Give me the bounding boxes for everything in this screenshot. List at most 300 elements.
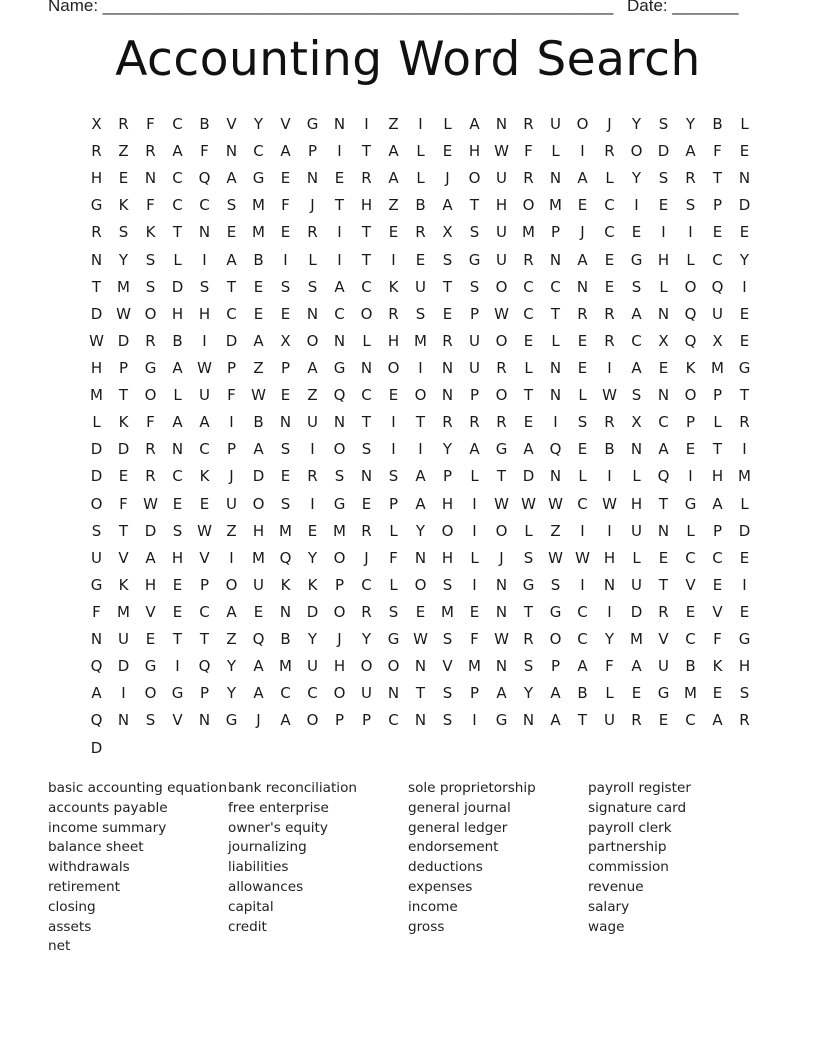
grid-letter: E [523, 331, 534, 350]
grid-letter: S [685, 196, 696, 215]
grid-letter: R [307, 467, 318, 486]
grid-letter: A [388, 169, 399, 188]
grid-letter: S [550, 575, 561, 594]
word-list-item: credit [228, 918, 267, 935]
grid-letter: O [576, 115, 589, 133]
grid-letter: L [686, 250, 695, 269]
grid-letter: O [684, 277, 697, 296]
grid-letter: Q [90, 657, 103, 676]
grid-letter: G [387, 630, 400, 649]
word-list-column [588, 779, 768, 957]
grid-letter: I [472, 575, 477, 594]
grid-letter: V [199, 548, 210, 567]
grid-letter: U [253, 575, 264, 594]
grid-letter: R [442, 331, 453, 350]
grid-letter: I [742, 277, 747, 296]
grid-letter: Q [90, 711, 103, 730]
grid-letter: I [742, 440, 747, 459]
grid-letter: N [441, 386, 454, 405]
grid-letter: N [549, 386, 562, 405]
grid-letter: I [418, 358, 423, 377]
grid-letter: E [415, 250, 426, 269]
grid-letter: R [361, 521, 372, 540]
grid-letter: R [388, 304, 399, 323]
grid-letter: N [441, 358, 454, 377]
grid-letter: E [199, 494, 210, 513]
grid-letter: I [337, 142, 342, 161]
word-list-item: partnership [588, 839, 667, 856]
grid-letter: R [523, 169, 534, 188]
word-list-item: owner's equity [228, 819, 328, 836]
grid-letter: T [712, 169, 723, 188]
grid-letter: A [496, 684, 507, 703]
grid-letter: O [252, 494, 265, 513]
grid-letter: V [442, 657, 453, 676]
grid-letter: Z [307, 386, 318, 405]
grid-letter: E [280, 467, 291, 486]
grid-letter: N [495, 602, 508, 621]
grid-letter: F [146, 413, 155, 432]
grid-letter: Q [198, 657, 211, 676]
grid-letter: E [658, 711, 669, 730]
grid-letter: E [631, 684, 642, 703]
grid-letter: N [522, 711, 535, 730]
grid-letter: N [549, 358, 562, 377]
grid-letter: O [630, 142, 643, 161]
grid-letter: G [171, 684, 184, 703]
grid-letter: I [688, 223, 693, 242]
grid-letter: P [550, 223, 561, 242]
grid-letter: S [118, 223, 129, 242]
grid-letter: U [469, 331, 480, 350]
grid-letter: U [631, 521, 642, 540]
grid-letter: F [389, 548, 398, 567]
grid-letter: H [630, 494, 643, 513]
grid-letter: A [172, 142, 183, 161]
grid-letter: X [658, 331, 669, 350]
grid-letter: N [360, 358, 373, 377]
word-list-item: general ledger [408, 819, 508, 836]
grid-letter: U [415, 277, 426, 296]
grid-letter: K [685, 358, 696, 377]
grid-letter: O [360, 304, 373, 323]
grid-letter: Z [226, 630, 237, 649]
grid-letter: L [389, 575, 398, 594]
grid-letter: L [551, 142, 560, 161]
grid-letter: T [172, 630, 183, 649]
word-list-item: income [408, 898, 458, 915]
grid-letter: E [712, 223, 723, 242]
grid-letter: I [607, 521, 612, 540]
grid-letter: E [172, 575, 183, 594]
grid-letter: M [252, 196, 265, 215]
grid-letter: L [686, 521, 695, 540]
grid-letter: C [712, 250, 723, 269]
grid-letter: R [91, 142, 102, 161]
grid-letter: C [685, 630, 696, 649]
grid-letter: F [713, 142, 722, 161]
grid-letter: H [198, 304, 211, 323]
grid-letter: S [469, 223, 480, 242]
grid-letter: U [658, 657, 669, 676]
grid-letter: I [472, 521, 477, 540]
grid-letter: O [549, 630, 562, 649]
grid-letter: T [226, 277, 237, 296]
grid-letter: A [388, 142, 399, 161]
grid-letter: O [90, 494, 103, 513]
grid-letter: O [495, 277, 508, 296]
grid-letter: I [742, 575, 747, 594]
grid-letter: D [252, 467, 265, 486]
grid-letter: L [659, 277, 668, 296]
grid-letter: R [685, 169, 696, 188]
grid-letter: S [388, 602, 399, 621]
grid-letter: J [364, 548, 369, 567]
grid-letter: S [469, 277, 480, 296]
grid-letter: C [307, 684, 318, 703]
grid-letter: X [442, 223, 453, 242]
grid-letter: O [684, 386, 697, 405]
grid-letter: W [548, 494, 563, 513]
grid-letter: C [604, 223, 615, 242]
page-title: Accounting Word Search [115, 32, 701, 87]
grid-letter: P [712, 196, 723, 215]
grid-letter: C [334, 304, 345, 323]
grid-letter: N [657, 386, 670, 405]
grid-letter: E [685, 602, 696, 621]
grid-letter: Z [253, 358, 264, 377]
grid-letter: A [469, 115, 480, 133]
grid-letter: A [226, 602, 237, 621]
grid-letter: S [739, 684, 750, 703]
grid-letter: L [92, 413, 101, 432]
grid-letter: K [118, 413, 129, 432]
grid-letter: D [117, 331, 130, 350]
grid-letter: L [578, 467, 587, 486]
grid-letter: A [415, 494, 426, 513]
grid-letter: R [145, 142, 156, 161]
grid-letter: X [631, 413, 642, 432]
word-list-item: retirement [48, 878, 120, 895]
grid-letter: D [738, 521, 751, 540]
grid-letter: S [415, 304, 426, 323]
grid-letter: S [523, 548, 534, 567]
grid-letter: E [253, 277, 264, 296]
grid-letter: H [333, 657, 346, 676]
grid-letter: M [738, 467, 751, 486]
grid-letter: A [280, 142, 291, 161]
grid-letter: Y [307, 548, 318, 567]
grid-letter: I [175, 657, 180, 676]
grid-letter: E [658, 358, 669, 377]
grid-letter: R [604, 413, 615, 432]
word-list-item: income summary [48, 819, 167, 836]
grid-letter: T [361, 413, 372, 432]
grid-letter: P [469, 304, 480, 323]
grid-letter: C [577, 494, 588, 513]
grid-letter: J [310, 196, 315, 215]
grid-letter: B [577, 684, 588, 703]
grid-letter: I [229, 548, 234, 567]
grid-letter: U [469, 358, 480, 377]
grid-letter: E [523, 413, 534, 432]
grid-letter: Z [388, 196, 399, 215]
grid-letter: A [631, 358, 642, 377]
grid-letter: Y [361, 630, 372, 649]
grid-letter: G [657, 684, 670, 703]
grid-letter: F [227, 386, 236, 405]
grid-letter: I [580, 521, 585, 540]
grid-letter: S [442, 684, 453, 703]
grid-letter: E [739, 142, 750, 161]
grid-letter: A [253, 684, 264, 703]
grid-letter: E [118, 169, 129, 188]
grid-letter: C [172, 467, 183, 486]
word-list-item: payroll register [588, 780, 691, 796]
grid-letter: N [387, 684, 400, 703]
word-list-column [228, 779, 408, 957]
grid-letter: N [90, 250, 103, 269]
grid-letter: T [442, 277, 453, 296]
grid-letter: S [658, 169, 669, 188]
grid-letter: D [225, 331, 238, 350]
grid-letter: N [657, 521, 670, 540]
grid-letter: M [522, 223, 535, 242]
grid-letter: O [306, 711, 319, 730]
word-list-item: deductions [408, 859, 483, 876]
grid-letter: P [361, 711, 372, 730]
grid-letter: I [580, 575, 585, 594]
grid-letter: U [91, 548, 102, 567]
grid-letter: G [144, 358, 157, 377]
grid-letter: X [712, 331, 723, 350]
grid-letter: O [333, 548, 346, 567]
grid-letter: E [172, 494, 183, 513]
grid-letter: D [738, 196, 751, 215]
grid-letter: P [334, 711, 345, 730]
grid-letter: I [391, 413, 396, 432]
grid-letter: T [415, 413, 426, 432]
grid-letter: U [118, 630, 129, 649]
grid-letter: O [144, 304, 157, 323]
grid-letter: N [576, 277, 589, 296]
word-list-item: basic accounting equation [48, 780, 228, 796]
grid-letter: B [172, 331, 183, 350]
grid-letter: G [333, 358, 346, 377]
grid-letter: Q [684, 304, 697, 323]
grid-letter: M [117, 602, 130, 621]
grid-letter: R [145, 331, 156, 350]
grid-letter: T [469, 196, 480, 215]
grid-letter: Q [657, 467, 670, 486]
grid-letter: G [522, 575, 535, 594]
word-list-item: journalizing [228, 839, 307, 856]
grid-letter: G [306, 115, 319, 133]
grid-letter: T [739, 386, 750, 405]
grid-letter: T [361, 142, 372, 161]
grid-letter: I [661, 223, 666, 242]
grid-letter: U [631, 575, 642, 594]
grid-letter: T [550, 304, 561, 323]
grid-letter: E [388, 223, 399, 242]
grid-letter: L [389, 521, 398, 540]
grid-letter: G [90, 196, 103, 215]
grid-letter: W [521, 494, 536, 513]
grid-letter: H [252, 521, 265, 540]
grid-letter: S [658, 115, 669, 133]
grid-letter: G [549, 602, 562, 621]
grid-letter: W [494, 142, 509, 161]
grid-letter: X [91, 115, 102, 133]
grid-letter: D [171, 277, 184, 296]
grid-letter: E [172, 602, 183, 621]
grid-letter: R [91, 223, 102, 242]
grid-letter: R [361, 169, 372, 188]
grid-letter: I [688, 467, 693, 486]
word-list-item: revenue [588, 878, 644, 895]
grid-letter: Y [226, 657, 237, 676]
grid-letter: S [361, 440, 372, 459]
grid-letter: L [470, 467, 479, 486]
word-list-item: liabilities [228, 859, 289, 876]
grid-letter: T [361, 223, 372, 242]
grid-letter: F [146, 196, 155, 215]
grid-letter: R [739, 413, 750, 432]
grid-letter: L [470, 548, 479, 567]
grid-letter: I [310, 440, 315, 459]
grid-letter: S [577, 413, 588, 432]
grid-letter: U [307, 657, 318, 676]
grid-letter: W [494, 494, 509, 513]
grid-letter: P [469, 386, 480, 405]
grid-letter: R [307, 223, 318, 242]
grid-letter: N [306, 169, 319, 188]
grid-letter: L [443, 115, 452, 133]
grid-letter: G [738, 358, 751, 377]
grid-letter: Y [739, 250, 750, 269]
grid-letter: C [388, 711, 399, 730]
grid-letter: A [145, 548, 156, 567]
grid-letter: P [442, 467, 453, 486]
grid-letter: O [495, 386, 508, 405]
grid-letter: V [226, 115, 237, 133]
grid-letter: H [360, 196, 373, 215]
grid-letter: L [578, 386, 587, 405]
grid-letter: S [388, 467, 399, 486]
grid-letter: N [549, 250, 562, 269]
grid-letter: E [631, 223, 642, 242]
grid-letter: S [631, 277, 642, 296]
grid-letter: N [549, 169, 562, 188]
grid-letter: G [684, 494, 697, 513]
grid-letter: M [711, 358, 724, 377]
grid-letter: E [739, 304, 750, 323]
grid-letter: E [280, 386, 291, 405]
grid-letter: N [495, 657, 508, 676]
grid-letter: D [144, 521, 157, 540]
grid-letter: E [658, 196, 669, 215]
grid-letter: D [657, 142, 670, 161]
grid-letter: M [468, 657, 481, 676]
grid-letter: E [253, 304, 264, 323]
grid-letter: P [118, 358, 129, 377]
grid-letter: A [307, 358, 318, 377]
grid-letter: O [387, 657, 400, 676]
grid-letter: C [199, 196, 210, 215]
grid-letter: N [225, 142, 238, 161]
grid-letter: W [116, 304, 131, 323]
grid-letter: D [90, 467, 103, 486]
grid-letter: R [658, 602, 669, 621]
grid-letter: W [89, 331, 104, 350]
grid-letter: T [658, 494, 669, 513]
grid-letter: A [199, 413, 210, 432]
grid-letter: C [523, 277, 534, 296]
grid-letter: C [523, 304, 534, 323]
grid-letter: O [306, 331, 319, 350]
grid-letter: N [603, 575, 616, 594]
grid-letter: C [226, 304, 237, 323]
grid-letter: R [631, 711, 642, 730]
grid-letter: E [334, 169, 345, 188]
grid-letter: U [496, 223, 507, 242]
grid-letter: J [256, 711, 261, 730]
grid-letter: S [334, 467, 345, 486]
grid-letter: O [333, 440, 346, 459]
grid-letter: H [603, 548, 616, 567]
grid-letter: C [361, 386, 372, 405]
grid-letter: Y [442, 440, 453, 459]
grid-letter: N [279, 413, 292, 432]
grid-letter: F [146, 115, 155, 133]
grid-letter: I [202, 331, 207, 350]
grid-letter: R [523, 115, 534, 133]
grid-letter: Z [118, 142, 129, 161]
grid-letter: N [198, 223, 211, 242]
grid-letter: O [495, 521, 508, 540]
grid-letter: G [252, 169, 265, 188]
grid-letter: A [469, 440, 480, 459]
grid-letter: M [90, 386, 103, 405]
grid-letter: S [307, 277, 318, 296]
grid-letter: E [604, 250, 615, 269]
grid-letter: N [90, 630, 103, 649]
grid-letter: I [418, 115, 423, 133]
word-list-item: allowances [228, 878, 304, 895]
word-list-item: net [48, 938, 71, 955]
grid-letter: O [333, 602, 346, 621]
grid-letter: H [90, 169, 103, 188]
grid-letter: L [551, 331, 560, 350]
grid-letter: S [280, 494, 291, 513]
word-list-item: payroll clerk [588, 819, 672, 836]
grid-letter: E [577, 196, 588, 215]
grid-letter: L [362, 331, 371, 350]
grid-letter: N [198, 711, 211, 730]
grid-letter: B [685, 657, 696, 676]
word-list-column [48, 779, 228, 957]
grid-letter: K [199, 467, 210, 486]
grid-letter: M [549, 196, 562, 215]
grid-letter: Q [549, 440, 562, 459]
grid-letter: Z [388, 115, 399, 133]
grid-letter: N [495, 575, 508, 594]
grid-letter: Y [415, 521, 426, 540]
word-list-item: assets [48, 918, 92, 935]
grid-letter: U [496, 169, 507, 188]
grid-letter: Y [307, 630, 318, 649]
grid-letter: O [468, 169, 481, 188]
